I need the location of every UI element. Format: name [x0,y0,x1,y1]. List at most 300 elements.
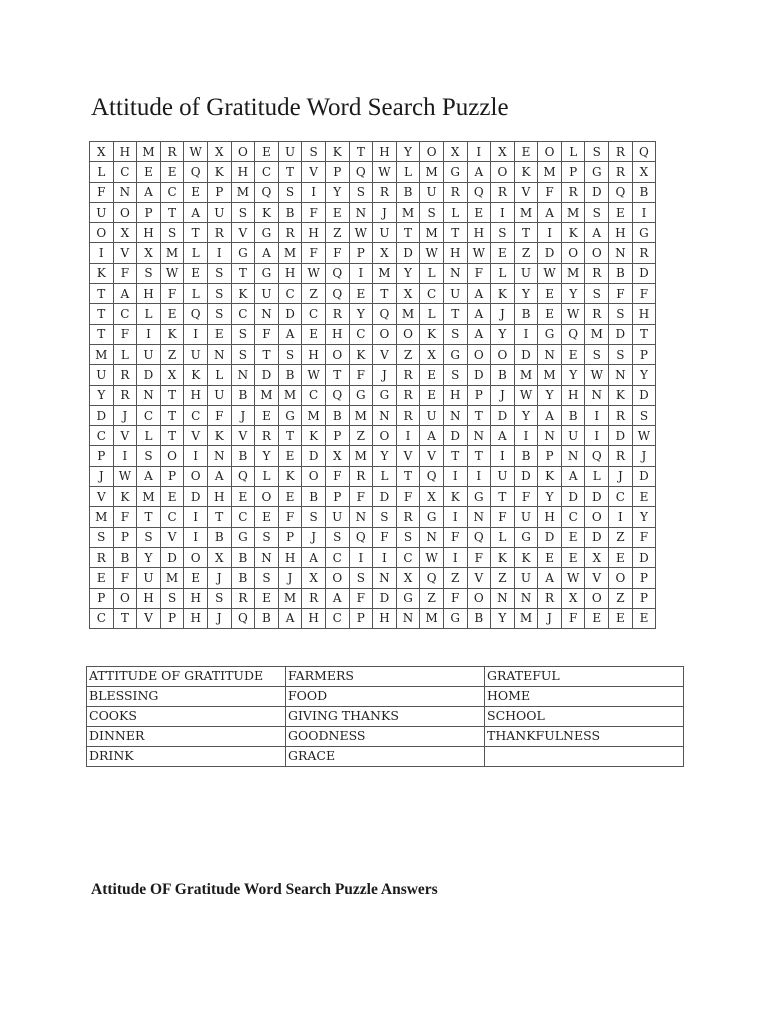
grid-cell: G [349,385,373,405]
grid-cell: D [373,487,397,507]
grid-cell: F [538,182,562,202]
answers-heading: Attitude OF Gratitude Word Search Puzzle Answers [91,881,438,898]
grid-cell: L [420,304,444,324]
grid-cell: W [420,547,444,567]
grid-cell: I [491,202,515,222]
grid-cell: K [90,263,114,283]
grid-row [90,223,656,243]
grid-cell: V [373,344,397,364]
grid-cell: A [538,568,562,588]
grid-row [90,243,656,263]
grid-cell: R [113,385,137,405]
grid-cell: M [160,568,184,588]
grid-cell: S [255,527,279,547]
grid-cell: A [207,466,231,486]
grid-cell: U [514,568,538,588]
grid-cell: S [207,588,231,608]
grid-cell: C [561,507,585,527]
grid-cell: H [184,385,208,405]
grid-cell: G [443,608,467,628]
grid-row [90,547,656,567]
grid-cell: E [160,304,184,324]
grid-cell: I [113,446,137,466]
grid-cell: N [514,588,538,608]
grid-cell: N [349,202,373,222]
grid-cell: T [160,426,184,446]
grid-cell: P [325,162,349,182]
letter-grid [89,141,656,629]
grid-cell: I [90,243,114,263]
grid-cell: S [585,284,609,304]
word-list-row [87,747,684,767]
grid-cell: Q [420,466,444,486]
grid-cell: M [373,263,397,283]
grid-cell: W [113,466,137,486]
grid-cell: M [349,405,373,425]
grid-cell: N [255,304,279,324]
grid-cell: P [632,568,656,588]
grid-cell: Z [609,527,633,547]
grid-cell: R [585,263,609,283]
grid-cell: U [207,385,231,405]
grid-cell: A [561,466,585,486]
grid-cell: I [184,507,208,527]
grid-cell: T [443,304,467,324]
grid-cell: I [349,263,373,283]
word-list-item: GIVING THANKS [286,707,485,727]
grid-cell: X [396,284,420,304]
grid-cell: O [113,588,137,608]
grid-cell: K [561,223,585,243]
grid-cell: R [396,365,420,385]
grid-cell: S [302,507,326,527]
grid-cell: R [113,365,137,385]
grid-cell: D [373,588,397,608]
grid-cell: W [632,426,656,446]
grid-cell: B [113,547,137,567]
grid-cell: C [609,487,633,507]
grid-cell: G [467,487,491,507]
grid-cell: I [514,426,538,446]
grid-cell: O [373,426,397,446]
grid-cell: Y [538,487,562,507]
grid-cell: Q [420,568,444,588]
grid-cell: Y [373,446,397,466]
grid-cell: A [585,223,609,243]
grid-cell: S [443,324,467,344]
grid-cell: D [396,243,420,263]
grid-cell: D [278,304,302,324]
grid-cell: Z [443,568,467,588]
grid-cell: I [443,466,467,486]
grid-cell: H [137,223,161,243]
grid-cell: X [632,162,656,182]
grid-cell: A [538,202,562,222]
grid-cell: F [491,507,515,527]
grid-cell: Z [302,284,326,304]
grid-cell: J [302,527,326,547]
grid-cell: O [585,507,609,527]
grid-cell: B [231,446,255,466]
grid-cell: O [467,588,491,608]
grid-cell: I [538,223,562,243]
grid-cell: O [325,344,349,364]
grid-cell: F [443,527,467,547]
word-list-table [86,666,684,767]
grid-cell: D [585,487,609,507]
grid-cell: G [396,588,420,608]
grid-cell: G [255,223,279,243]
grid-cell: Z [160,344,184,364]
grid-cell: M [137,142,161,162]
grid-cell: D [90,405,114,425]
grid-cell: Y [561,284,585,304]
grid-cell: B [207,527,231,547]
grid-cell: S [160,223,184,243]
grid-cell: Q [184,304,208,324]
grid-cell: M [561,263,585,283]
grid-cell: G [278,405,302,425]
grid-cell: H [325,324,349,344]
grid-cell: I [184,324,208,344]
grid-cell: P [90,588,114,608]
grid-cell: E [420,385,444,405]
grid-cell: S [231,324,255,344]
grid-cell: F [207,405,231,425]
word-list-item [485,747,684,767]
grid-cell: C [90,426,114,446]
grid-cell: H [278,263,302,283]
grid-cell: S [278,344,302,364]
grid-cell: E [207,324,231,344]
grid-row [90,466,656,486]
grid-cell: F [396,487,420,507]
grid-cell: A [137,466,161,486]
grid-cell: C [160,182,184,202]
word-list-row [87,667,684,687]
grid-cell: D [467,365,491,385]
grid-cell: B [278,202,302,222]
grid-cell: M [420,223,444,243]
grid-cell: N [443,405,467,425]
grid-cell: G [255,263,279,283]
grid-cell: R [325,304,349,324]
grid-cell: H [184,588,208,608]
grid-cell: F [113,324,137,344]
grid-cell: J [632,446,656,466]
grid-cell: T [184,223,208,243]
grid-cell: W [184,142,208,162]
grid-row [90,507,656,527]
grid-cell: D [302,446,326,466]
grid-cell: I [585,426,609,446]
grid-cell: X [325,446,349,466]
grid-cell: O [373,324,397,344]
grid-cell: D [160,547,184,567]
grid-cell: F [255,324,279,344]
grid-cell: U [325,507,349,527]
grid-cell: X [137,243,161,263]
grid-cell: R [443,182,467,202]
grid-row [90,385,656,405]
grid-cell: F [632,284,656,304]
grid-cell: K [491,547,515,567]
grid-cell: Q [632,142,656,162]
grid-cell: R [349,466,373,486]
grid-cell: B [514,304,538,324]
grid-cell: Q [467,527,491,547]
grid-cell: Y [349,304,373,324]
grid-cell: K [325,142,349,162]
grid-cell: G [514,527,538,547]
grid-cell: R [632,243,656,263]
grid-cell: P [349,608,373,628]
grid-cell: E [278,487,302,507]
grid-row [90,344,656,364]
grid-cell: U [137,344,161,364]
grid-cell: T [514,223,538,243]
grid-cell: P [349,243,373,263]
grid-cell: A [420,426,444,446]
grid-cell: U [137,568,161,588]
grid-cell: O [302,466,326,486]
grid-cell: S [632,405,656,425]
grid-cell: O [491,162,515,182]
word-list-item: SCHOOL [485,707,684,727]
grid-cell: A [255,243,279,263]
grid-cell: B [491,365,515,385]
grid-cell: H [373,142,397,162]
grid-cell: E [255,588,279,608]
grid-row [90,162,656,182]
grid-cell: T [491,487,515,507]
grid-cell: V [113,243,137,263]
grid-cell: L [255,466,279,486]
grid-cell: O [160,446,184,466]
grid-cell: Y [491,324,515,344]
grid-cell: M [396,202,420,222]
grid-cell: W [302,365,326,385]
grid-row [90,568,656,588]
grid-cell: W [160,263,184,283]
word-list-item: GRATEFUL [485,667,684,687]
grid-cell: F [561,608,585,628]
grid-cell: Y [561,365,585,385]
grid-cell: N [467,426,491,446]
grid-cell: A [184,202,208,222]
grid-cell: V [467,568,491,588]
grid-cell: E [349,284,373,304]
grid-cell: I [585,405,609,425]
grid-cell: R [538,588,562,608]
grid-cell: F [632,527,656,547]
grid-row [90,263,656,283]
grid-cell: L [491,527,515,547]
grid-cell: X [561,588,585,608]
grid-cell: O [184,466,208,486]
grid-cell: Q [231,608,255,628]
grid-row [90,487,656,507]
grid-cell: P [632,344,656,364]
grid-cell: E [561,547,585,567]
grid-cell: M [231,182,255,202]
grid-cell: W [585,365,609,385]
grid-cell: F [90,182,114,202]
grid-cell: X [160,365,184,385]
grid-cell: K [349,344,373,364]
grid-cell: U [278,142,302,162]
grid-cell: N [349,507,373,527]
grid-cell: C [113,304,137,324]
grid-cell: N [443,263,467,283]
grid-cell: Y [632,507,656,527]
grid-cell: W [561,568,585,588]
grid-cell: Y [90,385,114,405]
grid-cell: P [278,527,302,547]
grid-cell: U [491,466,515,486]
grid-cell: R [491,182,515,202]
grid-cell: I [184,446,208,466]
grid-cell: Z [420,588,444,608]
grid-cell: O [231,142,255,162]
grid-cell: D [609,426,633,446]
grid-cell: K [184,365,208,385]
grid-cell: N [585,385,609,405]
word-list-row [87,707,684,727]
grid-cell: R [396,385,420,405]
grid-cell: P [90,446,114,466]
grid-cell: E [538,284,562,304]
grid-cell: M [278,243,302,263]
grid-cell: F [349,487,373,507]
grid-cell: M [514,365,538,385]
grid-cell: E [325,202,349,222]
grid-cell: Y [491,608,515,628]
grid-cell: O [538,142,562,162]
grid-cell: M [538,162,562,182]
grid-cell: P [632,588,656,608]
grid-row [90,304,656,324]
grid-cell: T [160,385,184,405]
grid-cell: R [302,588,326,608]
grid-cell: T [443,446,467,466]
grid-cell: D [137,365,161,385]
grid-cell: E [278,446,302,466]
grid-cell: L [184,243,208,263]
grid-cell: R [561,182,585,202]
grid-cell: I [184,527,208,547]
grid-cell: D [632,547,656,567]
grid-cell: I [443,507,467,527]
grid-cell: H [302,344,326,364]
grid-cell: B [325,405,349,425]
grid-cell: U [184,344,208,364]
grid-cell: M [561,202,585,222]
grid-cell: E [561,527,585,547]
grid-cell: M [90,507,114,527]
grid-cell: C [113,162,137,182]
grid-cell: F [325,243,349,263]
grid-cell: T [278,426,302,446]
grid-cell: E [255,405,279,425]
grid-row [90,182,656,202]
grid-cell: S [137,446,161,466]
grid-cell: N [538,344,562,364]
grid-cell: J [207,568,231,588]
grid-cell: S [137,263,161,283]
grid-cell: R [396,405,420,425]
word-list-item: FOOD [286,687,485,707]
grid-cell: F [325,466,349,486]
grid-cell: O [491,344,515,364]
grid-cell: G [373,385,397,405]
grid-cell: D [538,243,562,263]
grid-cell: L [113,344,137,364]
grid-cell: B [632,182,656,202]
grid-cell: F [349,588,373,608]
grid-cell: H [538,507,562,527]
grid-cell: U [514,507,538,527]
grid-cell: E [609,608,633,628]
grid-cell: V [514,182,538,202]
grid-cell: T [632,324,656,344]
grid-cell: C [184,405,208,425]
grid-cell: S [349,568,373,588]
grid-cell: L [443,202,467,222]
grid-cell: Q [325,385,349,405]
grid-cell: F [467,547,491,567]
grid-cell: L [137,426,161,446]
grid-cell: M [90,344,114,364]
grid-cell: A [325,588,349,608]
grid-cell: X [420,487,444,507]
grid-cell: R [609,446,633,466]
grid-cell: Z [349,426,373,446]
grid-cell: E [184,568,208,588]
grid-cell: I [373,547,397,567]
grid-cell: L [396,162,420,182]
grid-cell: Z [491,568,515,588]
grid-cell: V [160,527,184,547]
grid-cell: D [514,466,538,486]
grid-cell: L [373,466,397,486]
grid-cell: N [231,365,255,385]
grid-cell: O [255,487,279,507]
grid-cell: J [278,568,302,588]
grid-cell: R [609,142,633,162]
grid-cell: C [231,507,255,527]
grid-cell: U [90,202,114,222]
grid-cell: P [325,487,349,507]
grid-cell: H [632,304,656,324]
grid-cell: O [184,547,208,567]
word-list-row [87,687,684,707]
grid-cell: M [278,588,302,608]
grid-cell: A [467,162,491,182]
grid-cell: F [113,568,137,588]
grid-cell: R [160,142,184,162]
grid-cell: H [137,284,161,304]
grid-cell: D [491,405,515,425]
grid-cell: J [538,608,562,628]
grid-cell: E [184,182,208,202]
grid-cell: N [396,608,420,628]
grid-cell: G [231,527,255,547]
grid-cell: H [373,608,397,628]
grid-cell: E [561,344,585,364]
grid-cell: T [90,304,114,324]
grid-cell: E [137,162,161,182]
